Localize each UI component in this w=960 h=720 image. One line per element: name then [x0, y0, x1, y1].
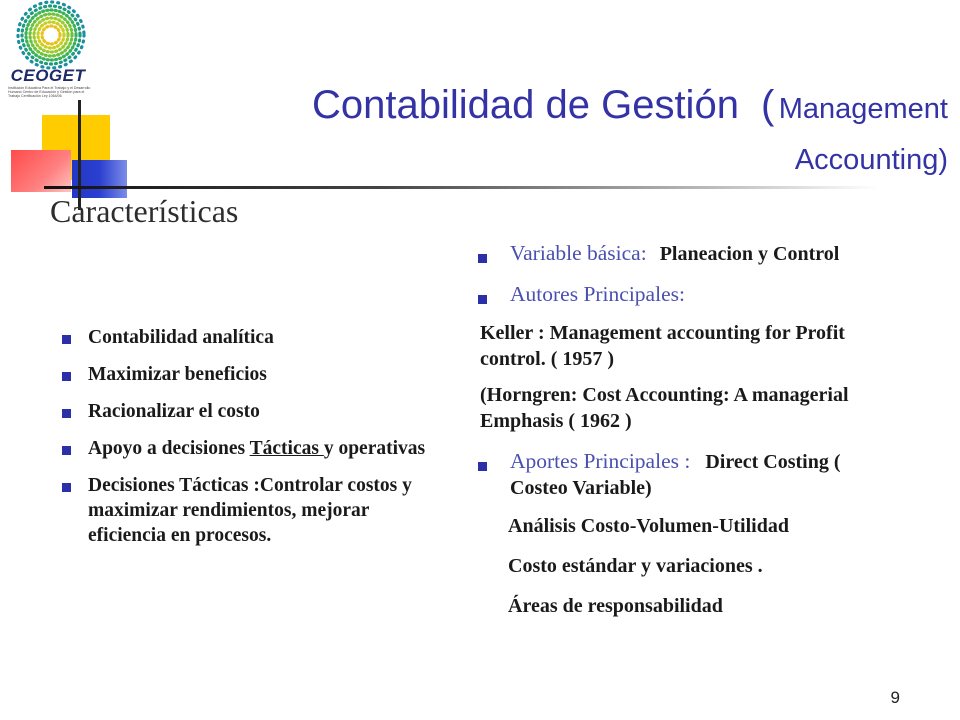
list-item — [470, 281, 890, 308]
underlined-term: Tácticas — [249, 438, 324, 459]
sunburst-logo-icon — [6, 0, 96, 70]
aporte-costo-estandar: Costo estándar y variaciones . — [508, 555, 763, 577]
list-item: Contabilidad analítica — [50, 325, 450, 350]
aporte-areas: Áreas de responsabilidad — [508, 595, 723, 617]
slide-title — [312, 82, 948, 188]
autores-label: Autores Principales: — [510, 282, 685, 306]
right-column — [470, 240, 890, 619]
title-english-1: Management — [778, 93, 948, 125]
variable-value: Planeacion y Control — [659, 243, 840, 265]
list-item: Racionalizar el costo — [50, 399, 450, 424]
aporte-cvu: Análisis Costo-Volumen-Utilidad — [508, 515, 789, 537]
title-main: Contabilidad de Gestión — [311, 83, 739, 127]
autor-keller: Keller : Management accounting for Profit control. ( 1957 ) — [480, 322, 845, 370]
list-item — [470, 448, 890, 501]
section-subtitle: Características — [50, 193, 239, 229]
title-english-2: Accounting) — [794, 144, 948, 176]
aportes-value: Direct Costing ( Costeo Variable) — [510, 451, 841, 499]
autor-horngren: (Horngren: Cost Accounting: A managerial Emphasis ( 1962 ) — [480, 384, 849, 432]
list-item: Maximizar beneficios — [50, 362, 450, 387]
list-item — [470, 240, 890, 267]
logo-subtitle: Institución Educativa Para el Trabajo y el Desarrollo Humano Centro de Educación y Gestión para el Trabajo Certificación Ley 1064/06 — [8, 86, 91, 99]
characteristics-list — [50, 325, 450, 560]
list-item: Apoyo a decisiones Tácticas y operativas — [50, 436, 450, 461]
list-item: Decisiones Tácticas :Controlar costos y maximizar rendimientos, mejorar eficiencia en procesos. — [50, 473, 450, 548]
title-paren: ( — [760, 83, 775, 127]
aportes-label: Aportes Principales : — [510, 449, 691, 473]
page-number: 9 — [890, 688, 900, 707]
logo-name: CEOGET — [10, 66, 86, 85]
variable-label: Variable básica: — [510, 241, 647, 265]
